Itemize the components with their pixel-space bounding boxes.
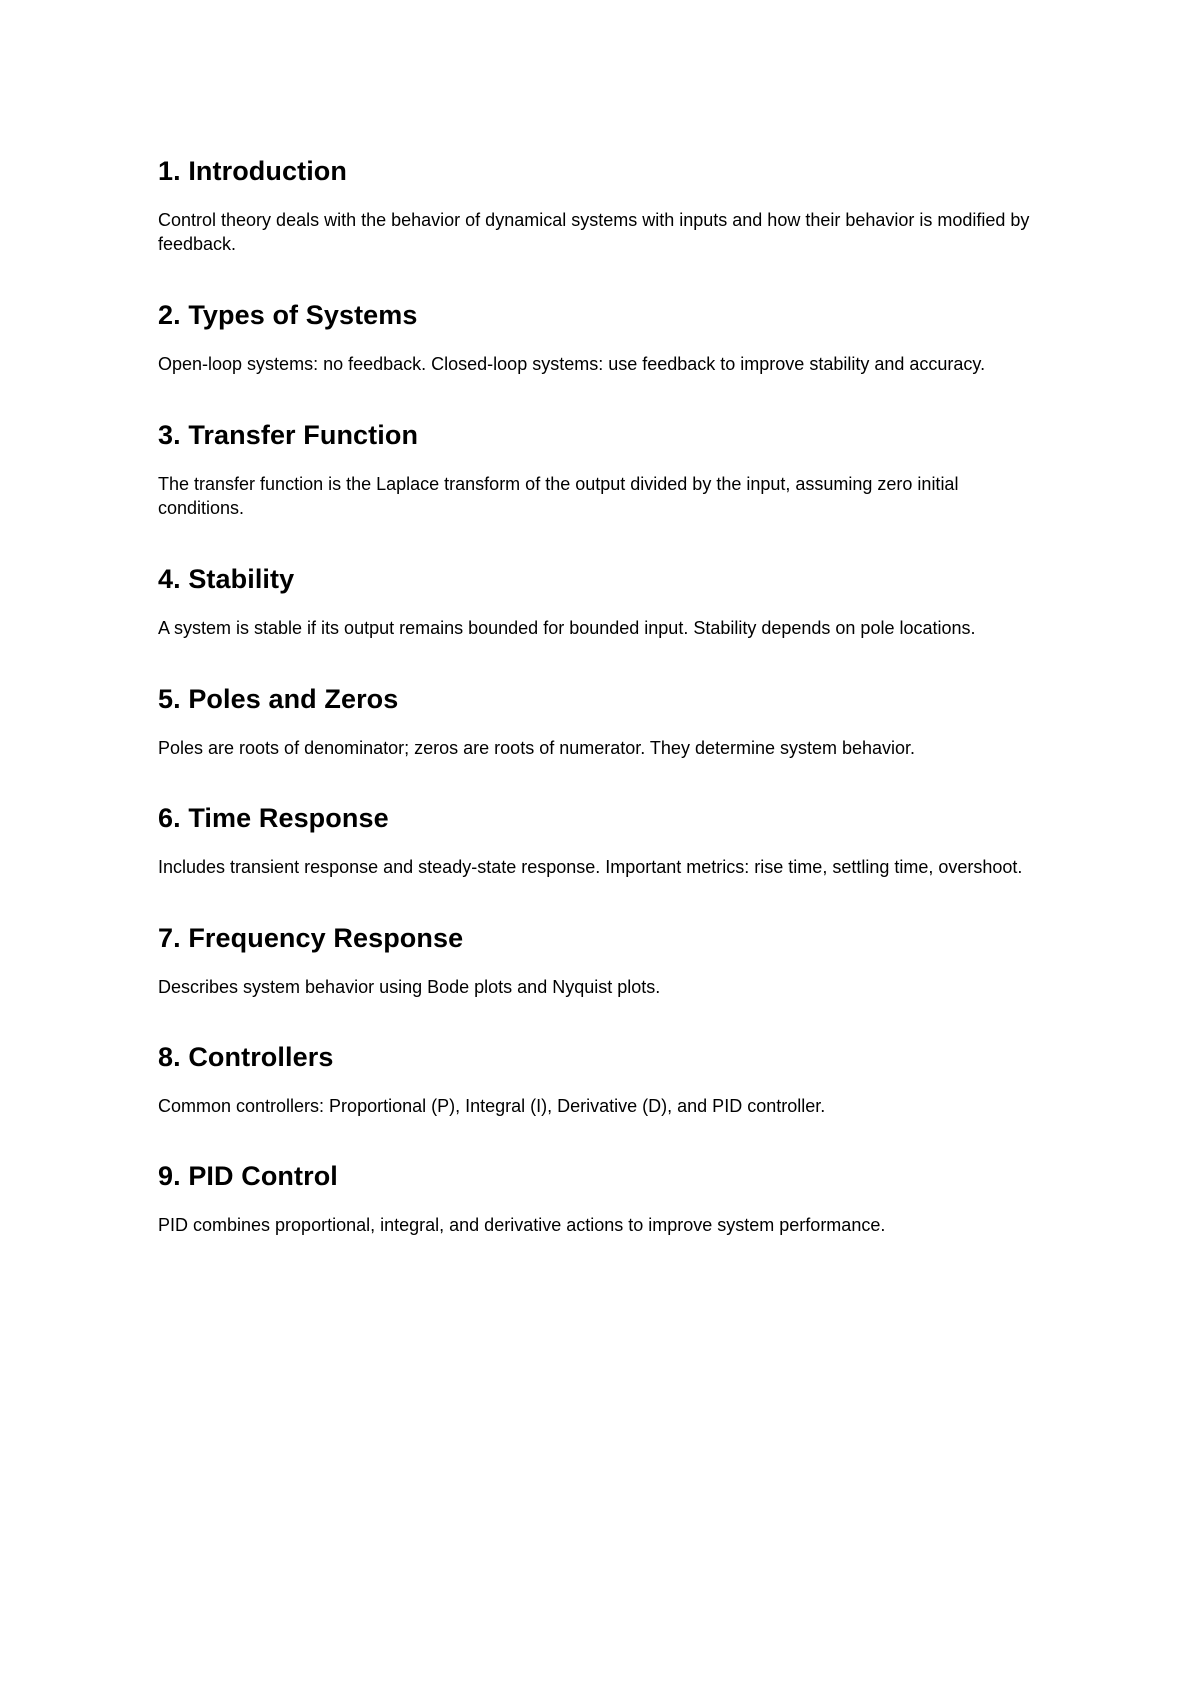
section-heading: 6. Time Response <box>158 803 389 833</box>
section-body: A system is stable if its output remains bounded for bounded input. Stability depends on pole locations. <box>158 618 976 638</box>
section-heading: 4. Stability <box>158 564 295 594</box>
section-heading: 3. Transfer Function <box>158 420 419 450</box>
section-types-of-systems <box>158 298 1058 376</box>
section-pid-control <box>158 1159 1058 1237</box>
section-heading: 8. Controllers <box>158 1042 334 1072</box>
section-heading: 9. PID Control <box>158 1161 338 1191</box>
section-heading: 7. Frequency Response <box>158 923 464 953</box>
section-time-response <box>158 801 1058 879</box>
section-transfer-function <box>158 418 1058 520</box>
section-body: Includes transient response and steady-state response. Important metrics: rise time, settling time, overshoot. <box>158 857 1023 877</box>
section-body: The transfer function is the Laplace transform of the output divided by the input, assuming zero initial conditions. <box>158 474 959 518</box>
section-body: PID combines proportional, integral, and derivative actions to improve system performance. <box>158 1215 886 1235</box>
section-body: Control theory deals with the behavior of dynamical systems with inputs and how their behavior is modified by feedback. <box>158 210 1030 254</box>
section-body: Open-loop systems: no feedback. Closed-loop systems: use feedback to improve stability and accuracy. <box>158 354 986 374</box>
section-body: Describes system behavior using Bode plots and Nyquist plots. <box>158 977 661 997</box>
document-content <box>158 154 1058 1237</box>
section-heading: 5. Poles and Zeros <box>158 684 399 714</box>
section-body: Poles are roots of denominator; zeros are roots of numerator. They determine system behavior. <box>158 738 916 758</box>
section-introduction <box>158 154 1058 256</box>
section-body: Common controllers: Proportional (P), Integral (I), Derivative (D), and PID controller. <box>158 1096 826 1116</box>
section-heading: 1. Introduction <box>158 156 347 186</box>
section-stability <box>158 562 1058 640</box>
section-poles-and-zeros <box>158 682 1058 760</box>
section-controllers <box>158 1040 1058 1118</box>
section-frequency-response <box>158 921 1058 999</box>
section-heading: 2. Types of Systems <box>158 300 418 330</box>
